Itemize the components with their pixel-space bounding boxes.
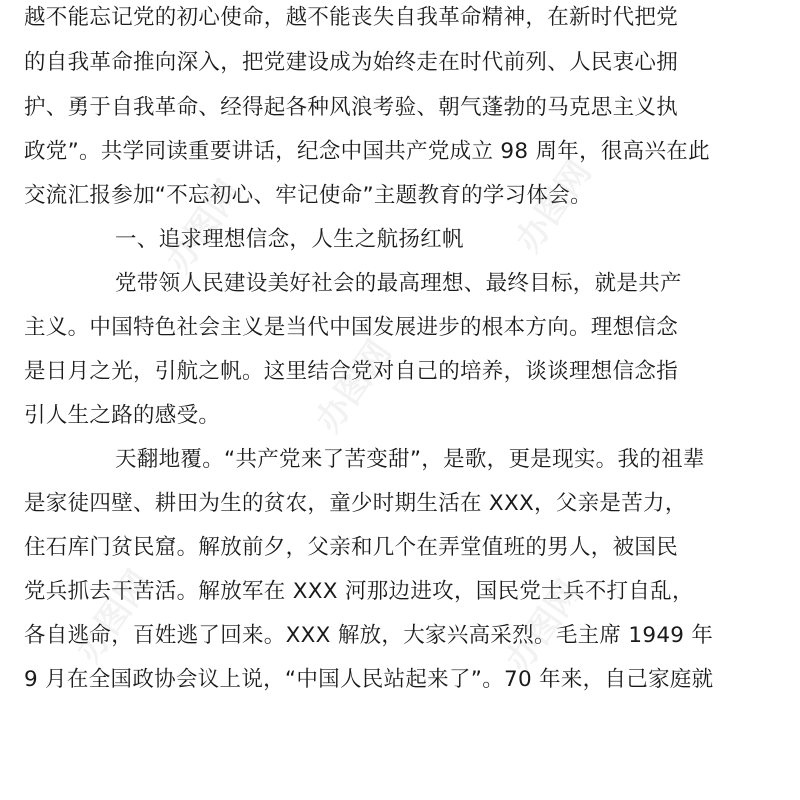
text-line-2: 的自我革命推向深入，把党建设成为始终走在时代前列、人民衷心拥 bbox=[24, 50, 679, 75]
text-line-10: 引人生之路的感受。 bbox=[24, 403, 221, 428]
text-line-12: 是家徒四壁、耕田为生的贫农，童少时期生活在 XXX，父亲是苦力， bbox=[24, 491, 687, 516]
watermark: 办图网 bbox=[68, 563, 160, 670]
text-line-14: 党兵抓去干苦活。解放军在 XXX 河那边进攻，国民党士兵不打自乱， bbox=[24, 579, 694, 604]
text-line-13: 住石库门贫民窟。解放前夕，父亲和几个在弄堂值班的男人，被国民 bbox=[24, 535, 679, 560]
text-line-15: 各自逃命，百姓逃了回来。XXX 解放，大家兴高采烈。毛主席 1949 年 bbox=[24, 623, 714, 648]
text-line-8: 主义。中国特色社会主义是当代中国发展进步的根本方向。理想信念 bbox=[24, 315, 679, 340]
text-line-9: 是日月之光，引航之帆。这里结合党对自己的培养，谈谈理想信念指 bbox=[24, 359, 679, 384]
text-line-3: 护、勇于自我革命、经得起各种风浪考验、朝气蓬勃的马克思主义执 bbox=[24, 95, 679, 120]
watermark: 办图网 bbox=[158, 173, 250, 280]
text-line-16: 9 月在全国政协会议上说，“中国人民站起来了”。70 年来，自己家庭就 bbox=[24, 667, 714, 692]
text-line-4: 政党”。共学同读重要讲话，纪念中国共产党成立 98 周年，很高兴在此 bbox=[24, 139, 710, 164]
watermark: 办图网 bbox=[508, 153, 600, 260]
text-line-1: 越不能忘记党的初心使命，越不能丧失自我革命精神，在新时代把党 bbox=[24, 5, 679, 30]
section-heading: 一、追求理想信念，人生之航扬红帆 bbox=[115, 227, 464, 252]
watermark: 办图网 bbox=[498, 573, 590, 680]
text-line-11: 天翻地覆。“共产党来了苦变甜”，是歌，更是现实。我的祖辈 bbox=[115, 447, 705, 472]
text-line-5: 交流汇报参加“不忘初心、牢记使命”主题教育的学习体会。 bbox=[24, 183, 592, 208]
text-line-7: 党带领人民建设美好社会的最高理想、最终目标，就是共产 bbox=[115, 271, 682, 296]
watermark: 办图网 bbox=[308, 333, 400, 440]
